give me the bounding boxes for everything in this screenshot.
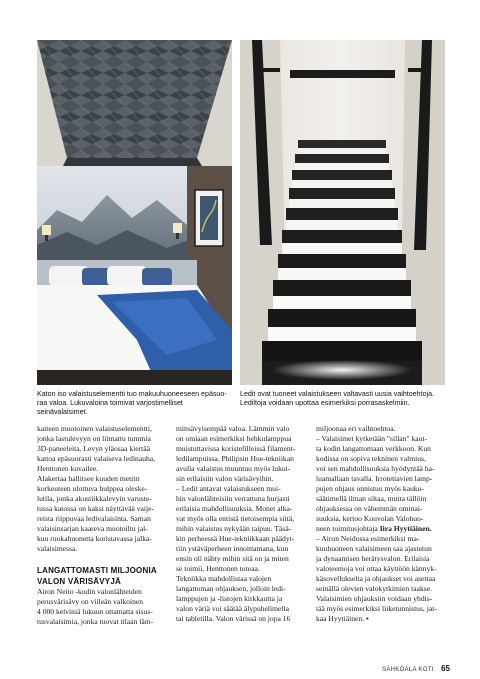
bedroom-photo (37, 40, 232, 385)
paragraph: minsävyisempää valoa. Lämmin valo on omiaan esimerkiksi hehkulamppua muistuttavissa koristefilleissä filament- ledilampuissa. Philipsin Hue-tekniikan avulla valaistus muuntuu myös lukui- sin erilaisiin valon värisävyihin. (176, 424, 296, 483)
paragraph: Airon Neito -kodin valonlähteiden perusvärisävy on viileän valkoinen 4 000 kelviniä lukuun ottamatta sisus- tusvalaisimia, jonka tuovat tilaan läm- (37, 587, 154, 626)
magazine-name: SÄHKÖALA KOTI (382, 667, 434, 673)
article-column-2 (176, 424, 306, 624)
article-column-3 (316, 424, 446, 624)
paragraph: – Ledit antavat valaistukseen mui- hin valonlähteisiin verrattuna hurjasti erilaisia mahdollisuuksia. Monet alka- vat myös olla entistä tietoisempia siitä, mihin valaistus nykyään taipuu. Täsä- kin perheessä Hue-tekniikkaan päädyt- tiin ystäväperheen innoittamana, kun ensin oli nähty mihin sitä on ja miten se toimii, Henttonen toteaa. (176, 484, 295, 573)
paragraph: – Valaisimet kytketään "sillan" kaut- ta kodin langattomaan verkkoon. Kun kodissa on sopiva tekninen valmius, voi sen mahdollisuuksia hyödyntää ha- luamallaan tavalla. Irrotettavien lamp- pujen ohjaus onnistuu myös kauko- säätimellä ilman siltaa, mutta tällöin ohjauksessa on vähemmän ominai- suuksia, kertoo Kouvolan Valohuo- neen toimitusjohtaja Iira Hyytiäinen. (316, 434, 435, 533)
page-number: 65 (441, 664, 450, 673)
paragraph: Tekniikka mahdollistaa valojen langattoman ohjauksen, jolloin ledi- lamppujen ja -listojen kirkkautta ja valon väriä voi säätää älypuhelimella tai tabletilla. Valon värissä on jopa 16 (176, 574, 291, 623)
paragraph: miljoonaa eri vaihtoehtoa. (316, 424, 396, 433)
page-footer (360, 658, 450, 676)
staircase-photo (240, 40, 445, 385)
photo-caption-left: Katon iso valaistuselementti tuo makuuhuoneeseen epäsuo-raa valoa. Lukuvaloina toimivat varjostimelliset seinävalaisimet. (37, 390, 227, 416)
article-column-1 (37, 424, 167, 627)
paragraph: Alakertaa hallitsee kuuden metrin korkeuteen ulottuva hulppea oleske- lutila, jonka akustiikkalevyin varuste- tussa katossa on kaksi näyttävää vaije- reista riippuvaa ledivalaisinta. Saman valaisinsarjan kaareva muotoiltu jal- kuu ruokahuonetta koristavassa jalka- valaisimessa. (37, 474, 155, 553)
photo-caption-right: Ledit ovat tuoneet valaistukseen valtavasti uusia vaihtoehtoja. Lediltoja voidaan upottaa esimerkiksi porrasaskelmiin. (240, 390, 435, 407)
section-heading: LANGATTOMASTI MILJOONIA VALON VÄRISÄVYJÄ (37, 566, 157, 586)
paragraph: kaiteen muotoinen valaistuselementti, jonka lastulevyyn on liimattu tummia 3D-paneeleita. Levyn yläosaa kiertää kattoa epäsuorasti valaiseva ledinauha, Henttonen kuvailee. (37, 424, 156, 473)
paragraph: – Airon Neidossa esimerkiksi ma- kuuhuoneen valaisimeen saa ajastetun ja dynaamisen herätysvalon. Erilaisia valoteemoja voi ottaa käyttöön kännyk- käsovellukselta ja ohjaukset voi asettaa seinällä olevien valokytkimien taakse. Valaisimien ohjauksiin voidaan yhdis- tää myös esimerkiksi liiketunnistus, jat- kaa Hyytiäinen. ▪ (316, 534, 437, 623)
person-name: Iira Hyytiäinen. (379, 524, 432, 533)
